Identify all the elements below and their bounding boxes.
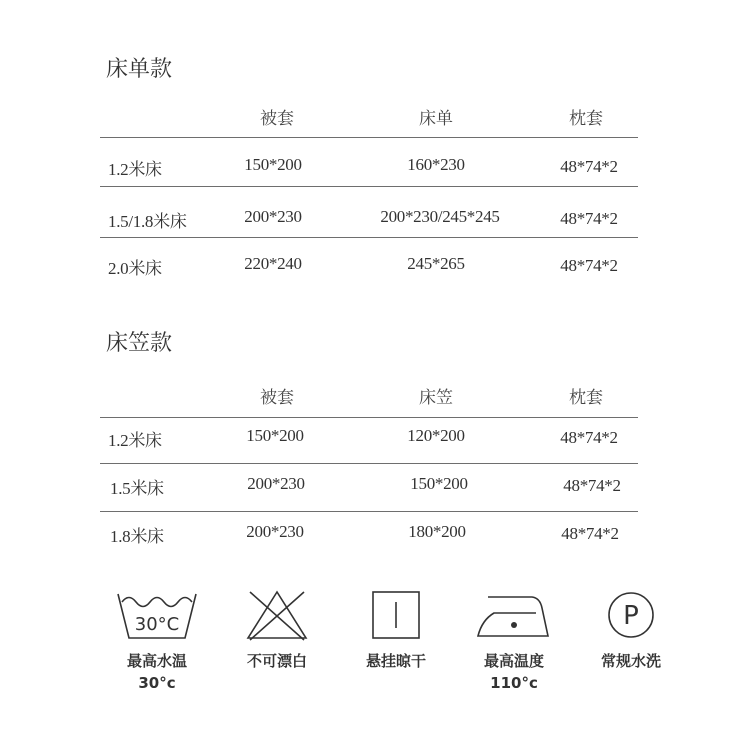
dry-clean-p-icon	[604, 588, 658, 642]
table-header-sheet: 床单	[419, 109, 453, 129]
row-bed-size: 1.5米床	[110, 479, 164, 498]
table-header-pillowcase: 枕套	[569, 109, 603, 129]
care-sub: 110°c	[490, 674, 538, 692]
care-item-no-bleach	[217, 588, 337, 672]
table-divider	[100, 417, 638, 418]
row-pillowcase-size: 48*74*2	[560, 428, 618, 447]
row-bed-size: 1.2米床	[108, 160, 162, 179]
care-item-wash	[97, 588, 217, 694]
row-sheet-size: 245*265	[407, 254, 465, 273]
row-bed-size: 1.5/1.8米床	[108, 212, 187, 231]
iron-low-icon	[474, 588, 554, 642]
row-pillowcase-size: 48*74*2	[560, 209, 618, 228]
table-header-duvet: 被套	[260, 109, 294, 129]
care-item-regular-wash	[571, 588, 691, 672]
table-header-duvet: 被套	[260, 388, 294, 408]
row-bed-size: 2.0米床	[108, 259, 162, 278]
row-duvet-size: 200*230	[244, 207, 302, 226]
table-header-pillowcase: 枕套	[569, 388, 603, 408]
row-sheet-size: 160*230	[407, 155, 465, 174]
row-pillowcase-size: 48*74*2	[563, 476, 621, 495]
row-fitted-size: 150*200	[410, 474, 468, 493]
sheet-section-title: 床单款	[106, 57, 173, 82]
row-duvet-size: 150*200	[244, 155, 302, 174]
row-bed-size: 1.8米床	[110, 527, 164, 546]
care-label: 不可漂白	[246, 652, 307, 670]
no-bleach-icon	[244, 588, 310, 642]
row-sheet-size: 200*230/245*245	[380, 207, 500, 226]
fitted-section-title: 床笠款	[106, 331, 173, 356]
row-duvet-size: 200*230	[246, 522, 304, 541]
table-divider	[100, 186, 638, 187]
table-divider	[100, 463, 638, 464]
care-label: 悬挂晾干	[365, 652, 426, 670]
row-fitted-size: 180*200	[408, 522, 466, 541]
table-divider	[100, 137, 638, 138]
care-item-iron	[454, 588, 574, 694]
tub-temperature-text: 30°C	[134, 614, 180, 635]
table-divider	[100, 237, 638, 238]
hang-dry-icon	[369, 588, 423, 642]
care-label: 最高水温	[126, 652, 187, 670]
row-duvet-size: 220*240	[244, 254, 302, 273]
circle-letter: P	[623, 601, 639, 631]
table-header-fitted-sheet: 床笠	[419, 388, 453, 408]
row-pillowcase-size: 48*74*2	[561, 524, 619, 543]
care-label: 常规水洗	[600, 652, 661, 670]
row-pillowcase-size: 48*74*2	[560, 157, 618, 176]
care-item-hang-dry	[336, 588, 456, 672]
row-pillowcase-size: 48*74*2	[560, 256, 618, 275]
care-sub: 30°c	[138, 674, 176, 692]
care-label: 最高温度	[483, 652, 544, 670]
row-fitted-size: 120*200	[407, 426, 465, 445]
row-duvet-size: 150*200	[246, 426, 304, 445]
wash-tub-30-icon	[116, 588, 198, 642]
row-duvet-size: 200*230	[247, 474, 305, 493]
table-divider	[100, 511, 638, 512]
row-bed-size: 1.2米床	[108, 431, 162, 450]
